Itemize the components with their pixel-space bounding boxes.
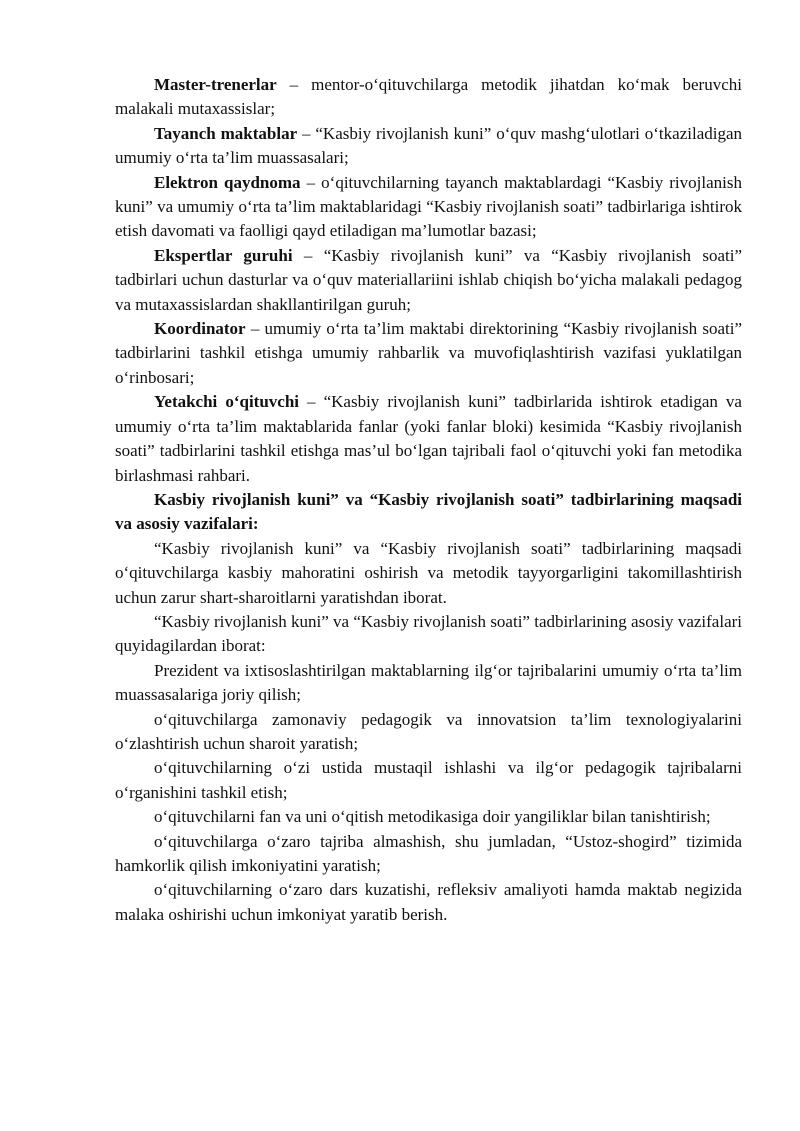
list-item-task: o‘qituvchilarni fan va uni o‘qitish metodikasiga doir yangiliklar bilan tanishtirish;: [154, 807, 711, 827]
definition-tayanch-maktablar: [115, 122, 742, 171]
definition-text: – “Kasbiy rivojlanish kuni” tadbirlarida ishtirok etadigan va umumiy o‘rta ta’lim maktablarida fanlar (yoki fanlar bloki) kesimida “Kasbiy rivojlanish soati” tadbirlarini tashkil etishga mas’ul bo‘lgan tajribali faol o‘qituvchi yoki fan metodika birlashmasi rahbari.: [115, 392, 742, 485]
definition-master-trenerlar: [115, 73, 742, 122]
list-item-task: o‘qituvchilarning o‘zi ustida mustaqil ishlashi va ilg‘or pedagogik tajribalarni o‘rganishini tashkil etish;: [115, 758, 742, 802]
definition-term: Ekspertlar guruhi: [154, 245, 293, 265]
definition-koordinator: [115, 317, 742, 390]
definition-term: Yetakchi o‘qituvchi: [154, 392, 299, 412]
definition-term: Elektron qaydnoma: [154, 172, 301, 192]
definition-text: – umumiy o‘rta ta’lim maktabi direktorining “Kasbiy rivojlanish soati” tadbirlarini tashkil etishga umumiy rahbarlik va muvofiqlashtirish vazifasi yuklatilgan o‘rinbosari;: [115, 319, 742, 387]
definition-term: Master-trenerlar: [154, 75, 277, 94]
section-heading: Kasbiy rivojlanish kuni” va “Kasbiy rivojlanish soati” tadbirlarining maqsadi va asosiy vazifalari:: [115, 489, 742, 534]
definition-term: Tayanch maktablar: [154, 123, 298, 143]
paragraph-tasks-intro: “Kasbiy rivojlanish kuni” va “Kasbiy rivojlanish soati” tadbirlarining asosiy vazifalari quyidagilardan iborat:: [115, 611, 742, 656]
definition-ekspertlar-guruhi: [115, 244, 742, 317]
definition-text: – o‘qituvchilarning tayanch maktablardagi “Kasbiy rivojlanish kuni” va umumiy o‘rta ta’lim maktablaridagi “Kasbiy rivojlanish soati” tadbirlariga ishtirok etish davomati va faolligi qayd etiladigan ma’lumotlar bazasi;: [115, 172, 742, 241]
definition-text: – mentor-o‘qituvchilarga metodik jihatdan ko‘mak beruvchi malakali mutaxassislar;: [115, 75, 742, 119]
document-page: [115, 73, 742, 927]
definition-text: – “Kasbiy rivojlanish kuni” o‘quv mashg‘ulotlari o‘tkaziladigan umumiy o‘rta ta’lim muassasalari;: [115, 123, 743, 168]
definition-term: Koordinator: [154, 319, 246, 339]
paragraph-goal: “Kasbiy rivojlanish kuni” va “Kasbiy rivojlanish soati” tadbirlarining maqsadi o‘qituvchilarga kasbiy mahoratini oshirish va metodik tayyorgarligini takomillashtirish uchun zarur shart-sharoitlarni yaratishdan iborat.: [115, 538, 742, 607]
definition-yetakchi-oqituvchi: [115, 390, 742, 488]
list-item-task: o‘qituvchilarga zamonaviy pedagogik va innovatsion ta’lim texnologiyalarini o‘zlashtirish uchun sharoit yaratish;: [115, 709, 742, 753]
list-item-task: o‘qituvchilarning o‘zaro dars kuzatishi, refleksiv amaliyoti hamda maktab negizida malaka oshirishi uchun imkoniyat yaratib berish.: [115, 880, 742, 924]
definition-text: – “Kasbiy rivojlanish kuni” va “Kasbiy rivojlanish soati” tadbirlari uchun dasturlar va o‘quv materiallariini ishlab chiqish bo‘yicha malakali pedagog va mutaxassislardan shakllantirilgan guruh;: [115, 245, 742, 314]
definition-elektron-qaydnoma: [115, 171, 742, 244]
list-item-task: o‘qituvchilarga o‘zaro tajriba almashish, shu jumladan, “Ustoz-shogird” tizimida hamkorlik qilish imkoniyatini yaratish;: [115, 831, 742, 875]
list-item-task: Prezident va ixtisoslashtirilgan maktablarning ilg‘or tajribalarini umumiy o‘rta ta’lim muassasalariga joriy qilish;: [115, 660, 742, 705]
